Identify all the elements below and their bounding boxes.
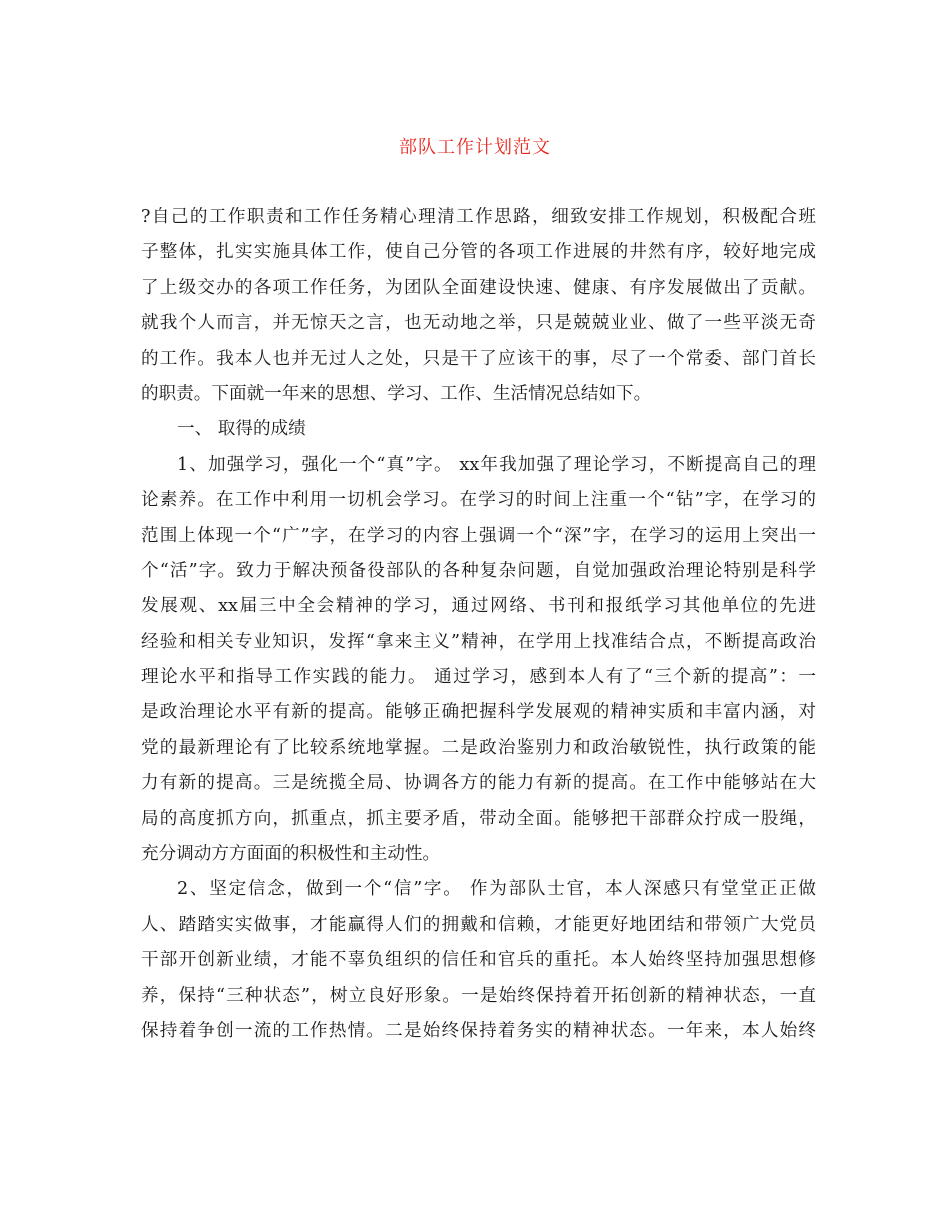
paragraph-line: 的工作。我本人也并无过人之处，只是干了应该干的事，尽了一个常委、部门首长	[141, 348, 816, 369]
paragraph-line: 范围上体现一个“广”字，在学习的内容上强调一个“深”字，在学习的运用上突出一	[141, 525, 816, 546]
paragraph-line: 个“活”字。致力于解决预备役部队的各种复杂问题，自觉加强政治理论特别是科学	[141, 560, 816, 581]
section-heading: 一、 取得的成绩	[177, 419, 306, 440]
paragraph-line: 力有新的提高。三是统揽全局、协调各方的能力有新的提高。在工作中能够站在大	[141, 773, 816, 794]
paragraph-line: 是政治理论水平有新的提高。能够正确把握科学发展观的精神实质和丰富内涵，对	[141, 702, 816, 723]
paragraph-line: 2、坚定信念，做到一个“信”字。 作为部队士官，本人深感只有堂堂正正做	[177, 879, 816, 900]
paragraph-line: 局的高度抓方向，抓重点，抓主要矛盾，带动全面。能够把干部群众拧成一股绳，	[141, 808, 816, 829]
paragraph-line: 的职责。下面就一年来的思想、学习、工作、生活情况总结如下。	[141, 383, 652, 404]
paragraph-line: 1、加强学习，强化一个“真”字。 xx年我加强了理论学习，不断提高自己的理	[177, 454, 816, 475]
paragraph-line: 党的最新理论有了比较系统地掌握。二是政治鉴别力和政治敏锐性，执行政策的能	[141, 737, 816, 758]
paragraph-line: 了上级交办的各项工作任务，为团队全面建设快速、健康、有序发展做出了贡献。	[141, 277, 816, 298]
paragraph-line: 子整体，扎实实施具体工作，使自己分管的各项工作进展的井然有序，较好地完成	[141, 242, 816, 263]
paragraph-line: 保持着争创一流的工作热情。二是始终保持着务实的精神状态。一年来，本人始终	[141, 1020, 816, 1041]
paragraph-line: 论素养。在工作中利用一切机会学习。在学习的时间上注重一个“钻”字，在学习的	[141, 490, 816, 511]
paragraph-line: 充分调动方方面面的积极性和主动性。	[141, 844, 441, 865]
paragraph-line: 干部开创新业绩，才能不辜负组织的信任和官兵的重托。本人始终坚持加强思想修	[141, 950, 816, 971]
paragraph-line: 经验和相关专业知识，发挥“拿来主义”精神，在学用上找准结合点，不断提高政治	[141, 631, 816, 652]
document-title: 部队工作计划范文	[399, 137, 551, 158]
paragraph-line: 发展观、xx届三中全会精神的学习，通过网络、书刊和报纸学习其他单位的先进	[141, 596, 816, 617]
paragraph-line: 理论水平和指导工作实践的能力。 通过学习，感到本人有了“三个新的提高”：一	[141, 667, 816, 688]
paragraph-line: 人、踏踏实实做事，才能赢得人们的拥戴和信赖，才能更好地团结和带领广大党员	[141, 914, 816, 935]
paragraph-line: ?自己的工作职责和工作任务精心理清工作思路，细致安排工作规划，积极配合班	[141, 207, 816, 227]
document-body	[141, 200, 816, 1049]
paragraph-line: 养，保持“三种状态”，树立良好形象。一是始终保持着开拓创新的精神状态，一直	[141, 985, 816, 1006]
paragraph-line: 就我个人而言，并无惊天之言，也无动地之举，只是兢兢业业、做了一些平淡无奇	[141, 313, 816, 334]
